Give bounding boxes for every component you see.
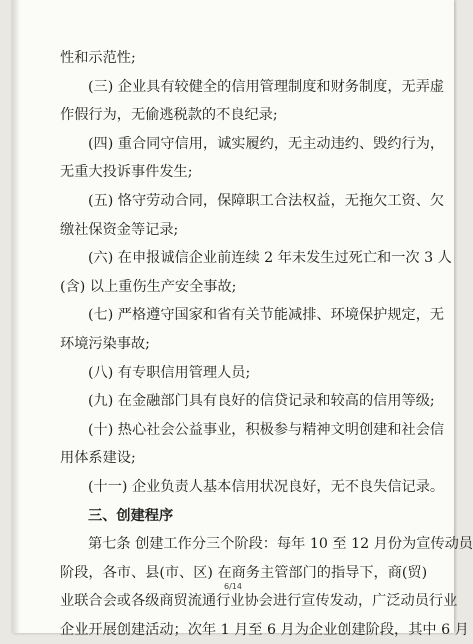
text-line: 作假行为，无偷逃税款的不良纪录; <box>60 107 278 124</box>
text-line: 用体系建设; <box>60 450 136 467</box>
text-line: (七) 严格遵守国家和省有关节能减排、环境保护规定，无 <box>88 307 445 324</box>
text-line: (十) 热心社会公益事业，积极参与精神文明创建和社会信 <box>88 421 445 438</box>
text-line: 企业开展创建活动；次年 1 月至 6 月为企业创建阶段，其中 6 月 <box>60 621 469 638</box>
text-line: (五) 恪守劳动合同，保障职工合法权益，无拖欠工资、欠 <box>88 192 445 209</box>
text-line: (三) 企业具有较健全的信用管理制度和财务制度，无弄虚 <box>88 78 445 95</box>
text-line: (四) 重合同守信用，诚实履约，无主动违约、毁约行为， <box>88 135 445 152</box>
text-line: 性和示范性; <box>60 50 136 66</box>
text-line: (含) 以上重伤生产安全事故; <box>60 278 237 295</box>
section-heading: 三、创建程序 <box>88 507 174 524</box>
text-line: (九) 在金融部门具有良好的信贷记录和较高的信用等级; <box>88 393 435 410</box>
text-line: 阶段，各市、县(市、区) 在商务主管部门的指导下，商(贸) <box>60 564 428 581</box>
text-line: (六) 在申报诚信企业前连续 2 年未发生过死亡和一次 3 人 <box>88 250 452 267</box>
document-body <box>60 44 473 644</box>
text-line: 环境污染事故; <box>60 335 150 352</box>
text-line: 缴社保资金等记录; <box>60 221 179 238</box>
text-line: 业联合会或各级商贸流通行业协会进行宣传发动，广泛动员行业 <box>60 593 458 610</box>
text-line: (十一) 企业负责人基本信用状况良好，无不良失信记录。 <box>88 478 445 495</box>
text-line: 无重大投诉事件发生; <box>60 164 193 181</box>
text-line: 第七条 创建工作分三个阶段：每年 10 至 12 月份为宣传动员 <box>88 536 473 553</box>
document-page <box>12 0 473 638</box>
page-number: 6/14 <box>224 582 242 591</box>
text-line: (八) 有专职信用管理人员; <box>88 364 251 381</box>
